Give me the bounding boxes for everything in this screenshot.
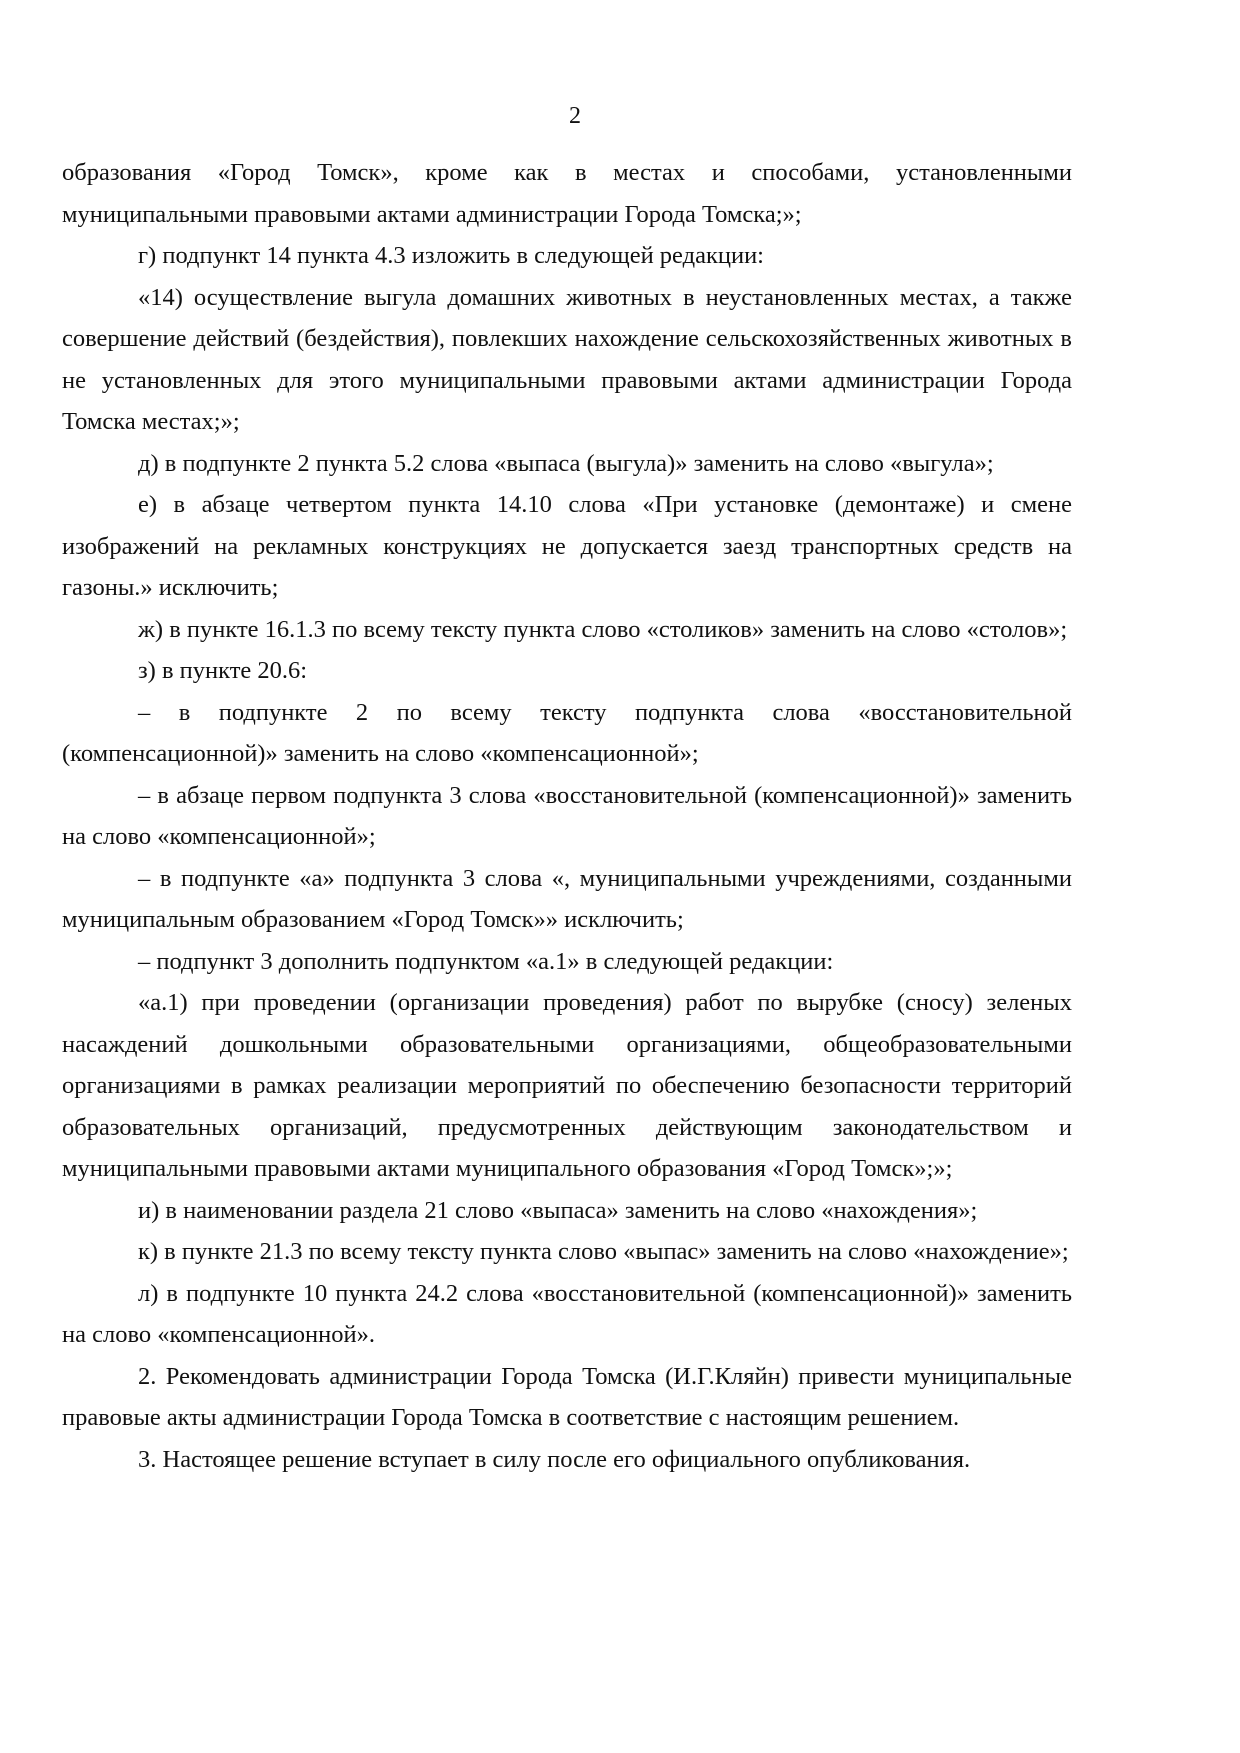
paragraph-item-e: е) в абзаце четвертом пункта 14.10 слова «При установке (демонтаже) и смене изображений на рекламных конструкциях не допускается заезд транспортных средств на газоны.» исключить; (62, 491, 1072, 601)
paragraph-item-l: л) в подпункте 10 пункта 24.2 слова «восстановительной (компенсационной)» заменить на слово «компенсационной». (62, 1279, 1072, 1348)
paragraph-item-z: з) в пункте 20.6: (138, 657, 308, 684)
paragraph-section-3: 3. Настоящее решение вступает в силу после его официального опубликования. (138, 1445, 971, 1473)
paragraph-dash-4: – подпункт 3 дополнить подпунктом «а.1» в следующей редакции: (138, 947, 834, 975)
paragraph-item-i: и) в наименовании раздела 21 слово «выпаса» заменить на слово «нахождения»; (138, 1196, 978, 1224)
paragraph-quote-a1: «а.1) при проведении (организации проведения) работ по вырубке (сносу) зеленых насаждений дошкольными образовательными организациями, общеобразовательными организациями в рамках реализации мероприятий по обеспечению безопасности территорий образовательных организаций, предусмотренных действующим законодательством и муниципальными правовыми актами муниципального образования «Город Томск»;»; (62, 989, 1072, 1182)
paragraph-dash-1: – в подпункте 2 по всему тексту подпункта слова «восстановительной (компенсационной)» заменить на слово «компенсационной»; (62, 698, 1072, 767)
paragraph-dash-3: – в подпункте «а» подпункта 3 слова «, муниципальными учреждениями, созданными муниципальным образованием «Город Томск»» исключить; (62, 864, 1072, 933)
paragraph-quote-14: «14) осуществление выгула домашних животных в неустановленных местах, а также совершение действий (бездействия), повлекших нахождение сельскохозяйственных животных в не установленных для этого муниципальными правовыми актами администрации Города Томска местах;»; (62, 283, 1072, 435)
paragraph-section-2: 2. Рекомендовать администрации Города Томска (И.Г.Кляйн) привести муниципальные правовые акты администрации Города Томска в соответствие с настоящим решением. (62, 1362, 1072, 1431)
document-body (62, 152, 1072, 1480)
paragraph-item-d: д) в подпункте 2 пункта 5.2 слова «выпаса (выгула)» заменить на слово «выгула»; (138, 449, 994, 477)
paragraph-item-k: к) в пункте 21.3 по всему тексту пункта слово «выпас» заменить на слово «нахождение»; (138, 1238, 1069, 1265)
page-number: 2 (569, 103, 581, 129)
paragraph-item-g: г) подпункт 14 пункта 4.3 изложить в следующей редакции: (138, 242, 764, 269)
paragraph-dash-2: – в абзаце первом подпункта 3 слова «восстановительной (компенсационной)» заменить на слово «компенсационной»; (62, 781, 1072, 850)
paragraph-continuation: образования «Город Томск», кроме как в местах и способами, установленными муниципальными правовыми актами администрации Города Томска;»; (62, 159, 1072, 228)
paragraph-item-zh: ж) в пункте 16.1.3 по всему тексту пункта слово «столиков» заменить на слово «столов»; (138, 615, 1068, 643)
